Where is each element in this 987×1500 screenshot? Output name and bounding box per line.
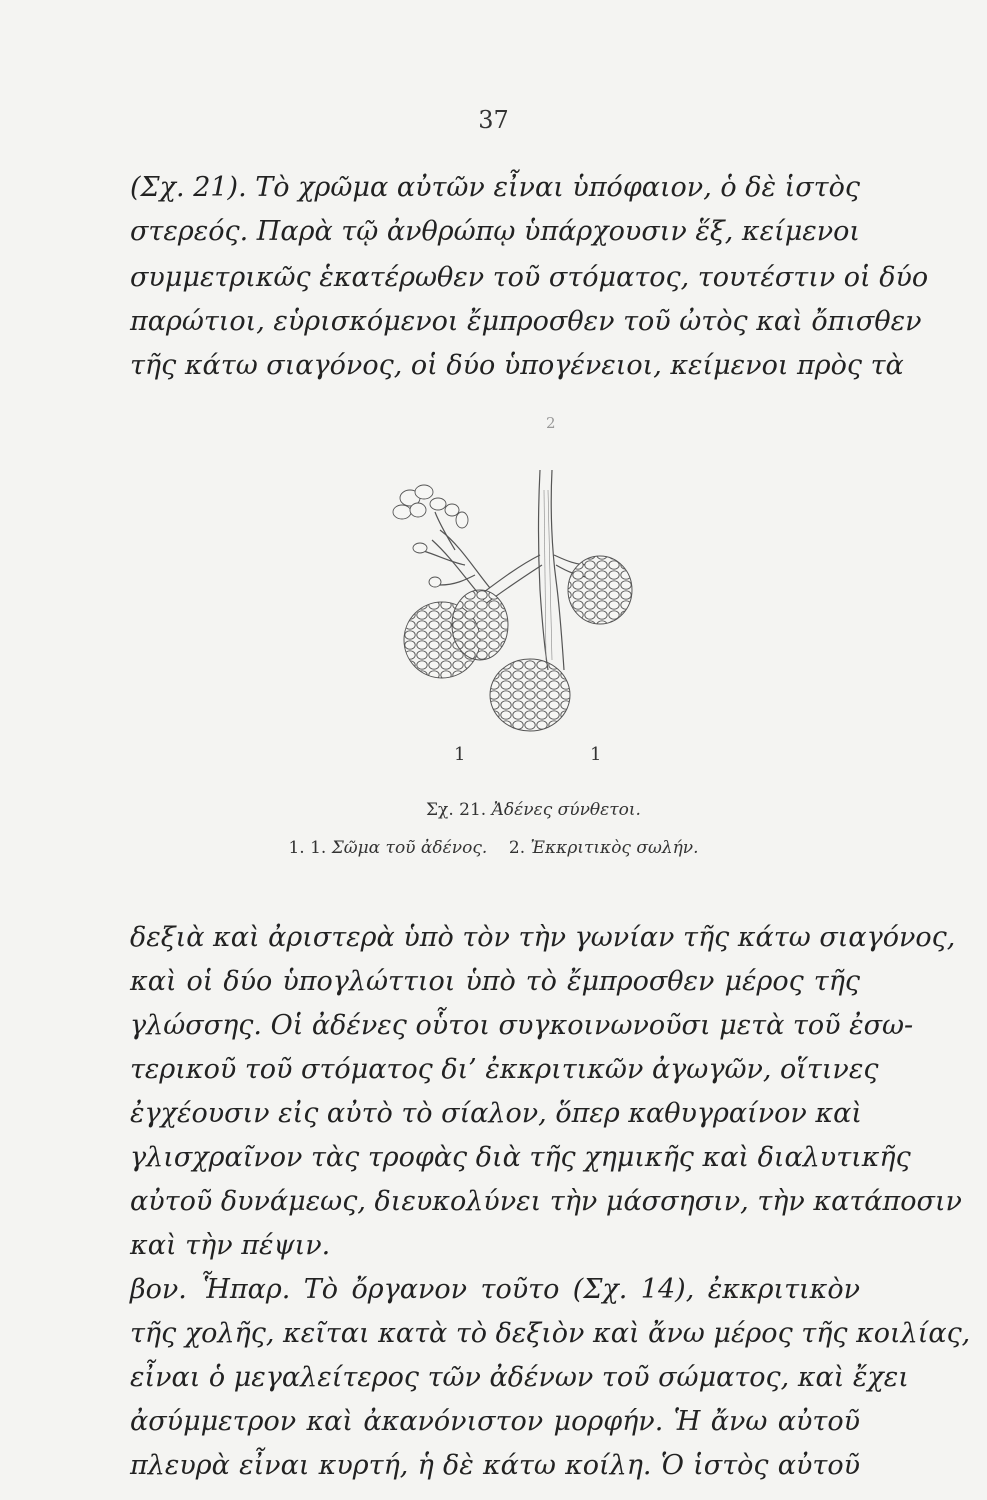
small-lobule-cluster [393,485,468,587]
caption-title: Ἀδένες σύνθετοι. [491,800,641,820]
legend-2-number: 2. [508,838,526,858]
gland-illustration [380,470,660,740]
figure-legend [0,838,987,858]
caption-number: Σχ. 21. [426,800,487,820]
legend-1-text: Σῶμα τοῦ ἀδένος. [331,838,488,858]
figure-label-body-left: 1 [454,744,466,765]
figure-label-duct: 2 [546,414,556,432]
legend-2-text: Ἐκκριτικὸς σωλήν. [530,838,699,858]
page-number: 37 [478,106,509,134]
figure-caption [80,800,987,820]
legend-1-number: 1. 1. [288,838,327,858]
figure-label-body-right: 1 [590,744,602,765]
